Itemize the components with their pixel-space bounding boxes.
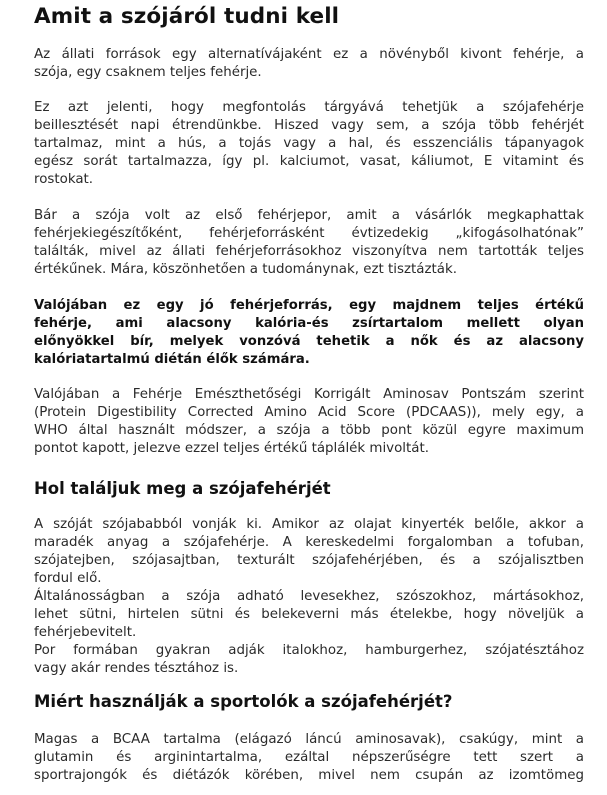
paragraph-line: egész sorát tartalmazza, így pl. kalciumot, vasat, káliumot, E vitamint és: [34, 154, 584, 169]
paragraph-line: fordul elő.: [34, 571, 102, 586]
paragraph-line: Valójában ez egy jó fehérjeforrás, egy majdnem teljes értékű: [34, 298, 584, 313]
paragraph-line: rostokat.: [34, 172, 94, 187]
paragraph-line: Magas a BCAA tartalma (elágazó láncú aminosavak), csakúgy, mint a: [34, 732, 584, 747]
section-heading-where: Hol találjuk meg a szójafehérjét: [34, 479, 331, 498]
paragraph-line: értékűnek. Mára, köszönhetően a tudománynak, ezt tisztázták.: [34, 262, 457, 277]
paragraph-line: A szóját szójababból vonják ki. Amikor az olajat kinyerték belőle, akkor a: [34, 517, 584, 532]
paragraph-line: szójatejben, szójasajtban, texturált szójafehérjében, és a szójalisztben: [34, 553, 584, 568]
paragraph-line: Valójában a Fehérje Emészthetőségi Korrigált Aminosav Pontszám szerint: [34, 387, 584, 402]
paragraph-line: Általánosságban a szója adható levesekhez, szószokhoz, mártásokhoz,: [34, 589, 584, 604]
paragraph-line: WHO által használt módszer, a szója a több pont közül egyre maximum: [34, 423, 584, 438]
paragraph-line: Az állati források egy alternatívájaként ez a növényből kivont fehérje, a: [34, 47, 584, 62]
paragraph-line: Bár a szója volt az első fehérjepor, amit a vásárlók megkaphattak: [34, 208, 584, 223]
paragraph-line: fehérje, ami alacsony kalória-és zsírtartalom mellett olyan: [34, 316, 584, 331]
paragraph-line: fehérjekiegészítőként, fehérjeforrásként évtizedekig „kifogásolhatónak”: [34, 226, 584, 241]
paragraph-line: előnyökkel bír, melyek vonzóvá tehetik a nők és az alacsony: [34, 334, 584, 349]
paragraph-line: tartalmaz, mint a hús, a tojás vagy a hal, és esszenciális tápanyagok: [34, 136, 584, 151]
paragraph-line: (Protein Digestibility Corrected Amino Acid Score (PDCAAS)), mely egy, a: [34, 405, 584, 420]
paragraph-line: maradék anyag a szójafehérje. A kereskedelmi forgalomban a tofuban,: [34, 535, 584, 550]
paragraph-line: Ez azt jelenti, hogy megfontolás tárgyává tehetjük a szójafehérje: [34, 100, 584, 115]
paragraph-line: találták, mivel az állati fehérjeforrásokhoz viszonyítva nem tartották teljes: [34, 244, 584, 259]
paragraph-line: fehérjebevitelt.: [34, 625, 137, 640]
paragraph-line: beillesztését napi étrendünkbe. Hiszed vagy sem, a szója több fehérjét: [34, 118, 584, 133]
paragraph-line: Por formában gyakran adják italokhoz, hamburgerhez, szójatésztához: [34, 643, 584, 658]
page-title: Amit a szójáról tudni kell: [34, 4, 340, 29]
paragraph-line: szója, egy csaknem teljes fehérje.: [34, 65, 262, 80]
paragraph-line: sportrajongók és diétázók körében, mivel nem csupán az izomtömeg: [34, 768, 584, 783]
paragraph-line: lehet sütni, hirtelen sütni és belekeverni más ételekbe, hogy növeljük a: [34, 607, 584, 622]
paragraph-line: glutamin és arginintartalma, ezáltal népszerűségre tett szert a: [34, 750, 584, 765]
section-heading-why: Miért használják a sportolók a szójafehérjét?: [34, 692, 453, 711]
paragraph-line: vagy akár rendes tésztához is.: [34, 661, 239, 676]
paragraph-line: pontot kapott, jelezve ezzel teljes értékű táplálék mivoltát.: [34, 441, 429, 456]
paragraph-line: kalóriatartalmú diétán élők számára.: [34, 352, 310, 367]
